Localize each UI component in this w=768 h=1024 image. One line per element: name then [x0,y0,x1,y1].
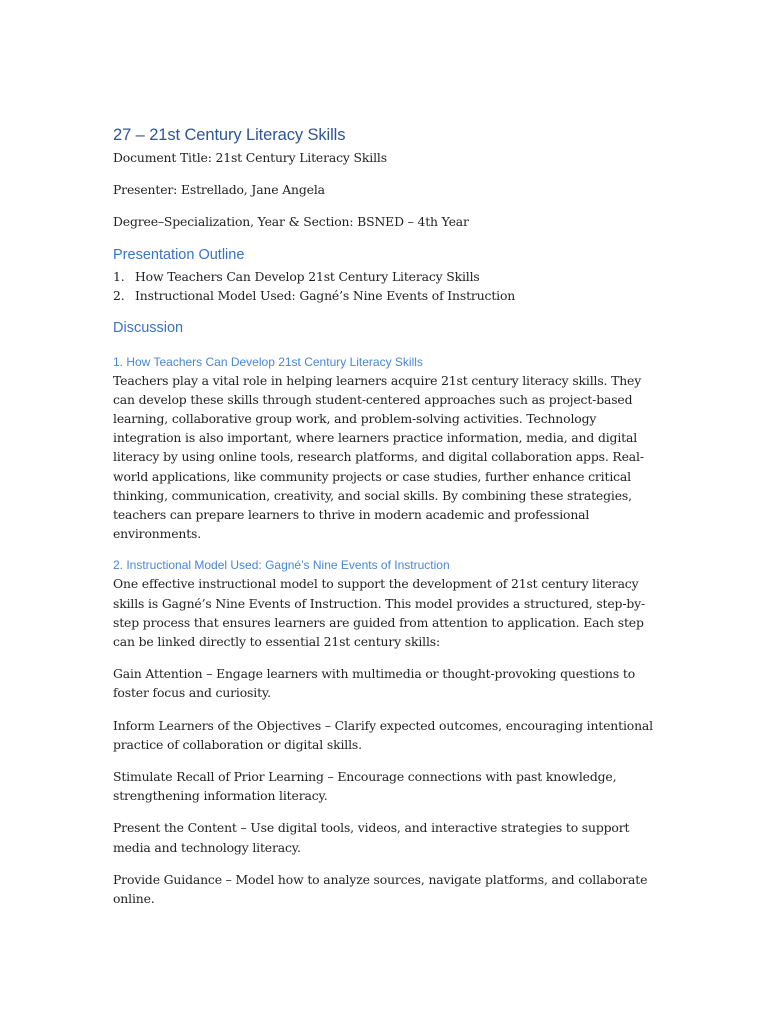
section-2-intro: One effective instructional model to support the development of 21st century literacy skills is Gagné’s Nine Events of Instruction. This model provides a structured, step-by-step process that ensures learners are guided from attention to application. Each step can be linked directly to essential 21st century skills: [113,576,646,650]
outline-item-number: 2. [113,287,125,303]
document-page [113,124,658,908]
document-title: 27 – 21st Century Literacy Skills [113,126,346,144]
outline-item-text: How Teachers Can Develop 21st Century Literacy Skills [135,268,480,284]
outline-item [113,286,658,305]
event-paragraph: Provide Guidance – Model how to analyze sources, navigate platforms, and collaborate online. [113,871,648,907]
outline-list [113,267,658,305]
event-paragraph: Stimulate Recall of Prior Learning – Encourage connections with past knowledge, strengthening information literacy. [113,769,617,804]
event-paragraph: Present the Content – Use digital tools, videos, and interactive strategies to support media and technology literacy. [113,820,630,855]
outline-item [113,267,658,286]
outline-item-text: Instructional Model Used: Gagné’s Nine Events of Instruction [135,287,516,303]
document-title-line: Document Title: 21st Century Literacy Skills [113,150,387,165]
outline-heading: Presentation Outline [113,246,245,263]
section-1-body: Teachers play a vital role in helping learners acquire 21st century literacy skills. They can develop these skills through student-centered approaches such as project-based learning, collaborative group work, and problem-solving activities. Technology integration is also important, where learners practice information, media, and digital literacy by using online tools, research platforms, and digital collaboration apps. Real-world applications, like community projects or case studies, further enhance critical thinking, communication, creativity, and social skills. By combining these strategies, teachers can prepare learners to thrive in modern academic and professional environments. [113,372,644,542]
event-paragraph: Inform Learners of the Objectives – Clarify expected outcomes, encouraging intentional practice of collaboration or digital skills. [113,717,653,752]
section-1-heading: 1. How Teachers Can Develop 21st Century Literacy Skills [113,354,423,369]
section-2-heading: 2. Instructional Model Used: Gagné’s Nine Events of Instruction [113,558,450,573]
event-paragraph: Gain Attention – Engage learners with multimedia or thought-provoking questions to foster focus and curiosity. [113,666,636,701]
presenter-line: Presenter: Estrellado, Jane Angela [113,182,325,198]
degree-line: Degree–Specialization, Year & Section: BSNED – 4th Year [113,214,469,230]
outline-item-number: 1. [113,268,125,284]
discussion-heading: Discussion [113,319,184,336]
